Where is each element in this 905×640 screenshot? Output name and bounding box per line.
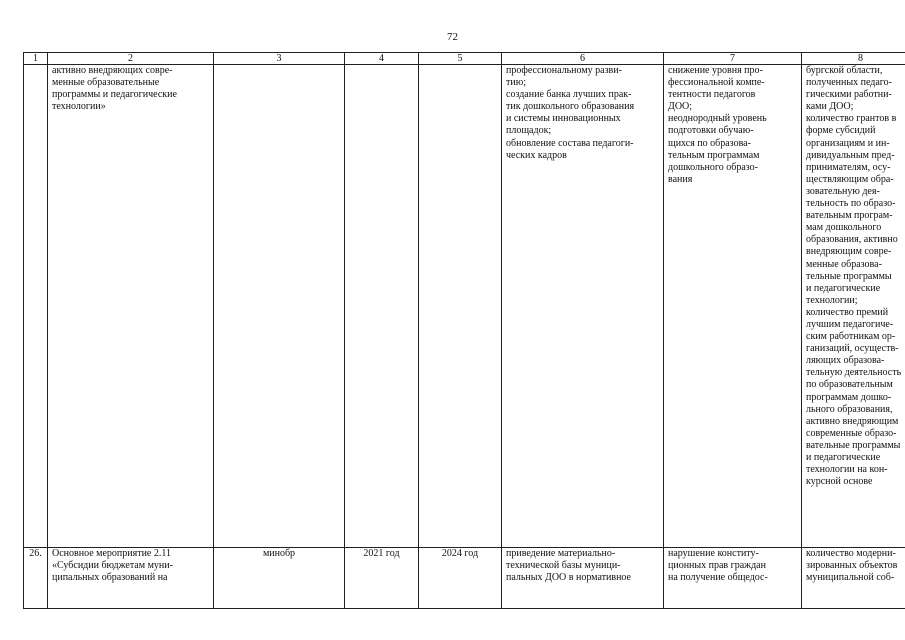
activity-name-cell: активно внедряющих совре- менные образовательные программы и педагогические технологии» (48, 65, 214, 548)
indicators-cell: бургской области, полученных педаго- гическими работни- ками ДОО; количество грантов в форме субсидий организациям и ин- дивидуальным пред- принимателям, осу- ществляющим обра- зовательную дея- тельность по образо- вательным програм- мам дошкольного образования, активно внедряющим совре- менные образова- тельные программы и педагогические технологии; количество премий лучшим педагогиче- ским работникам ор- ганизаций, осуществ- ляющих образова- тельную деятельность по образовательным программам дошко- льного образования, активно внедряющим современные образо- вательные программы и педагогические технологии на кон- курсной основе (802, 65, 905, 548)
indicators-cell: количество модерни- зированных объектов муниципальной соб- (802, 548, 905, 609)
header-row (24, 53, 905, 65)
header-cell: 4 (345, 53, 419, 65)
table-row (24, 65, 905, 548)
start-year-cell (345, 65, 419, 548)
header-cell: 7 (664, 53, 802, 65)
executor-cell: минобр (214, 548, 345, 609)
row-number-cell: 26. (24, 548, 48, 609)
page-number: 72 (447, 31, 458, 43)
executor-cell (214, 65, 345, 548)
header-cell: 8 (802, 53, 905, 65)
end-year-cell (419, 65, 502, 548)
end-year-cell: 2024 год (419, 548, 502, 609)
header-cell: 6 (502, 53, 664, 65)
row-number-cell (24, 65, 48, 548)
expected-result-cell: профессиональному разви- тию; создание банка лучших прак- тик дошкольного образования и системы инновационных площадок; обновление состава педагоги- ческих кадров (502, 65, 664, 548)
table-row (24, 548, 905, 609)
consequences-cell: снижение уровня про- фессиональной компе- тентности педагогов ДОО; неоднородный уровень подготовки обучаю- щихся по образова- тельным программам дошкольного образо- вания (664, 65, 802, 548)
header-cell: 5 (419, 53, 502, 65)
header-cell: 3 (214, 53, 345, 65)
consequences-cell: нарушение конститу- ционных прав граждан на получение общедос- (664, 548, 802, 609)
header-cell: 2 (48, 53, 214, 65)
data-table (23, 52, 905, 609)
header-cell: 1 (24, 53, 48, 65)
activity-name-cell: Основное мероприятие 2.11 «Субсидии бюджетам муни- ципальных образований на (48, 548, 214, 609)
expected-result-cell: приведение материально- технической базы муници- пальных ДОО в нормативное (502, 548, 664, 609)
start-year-cell: 2021 год (345, 548, 419, 609)
